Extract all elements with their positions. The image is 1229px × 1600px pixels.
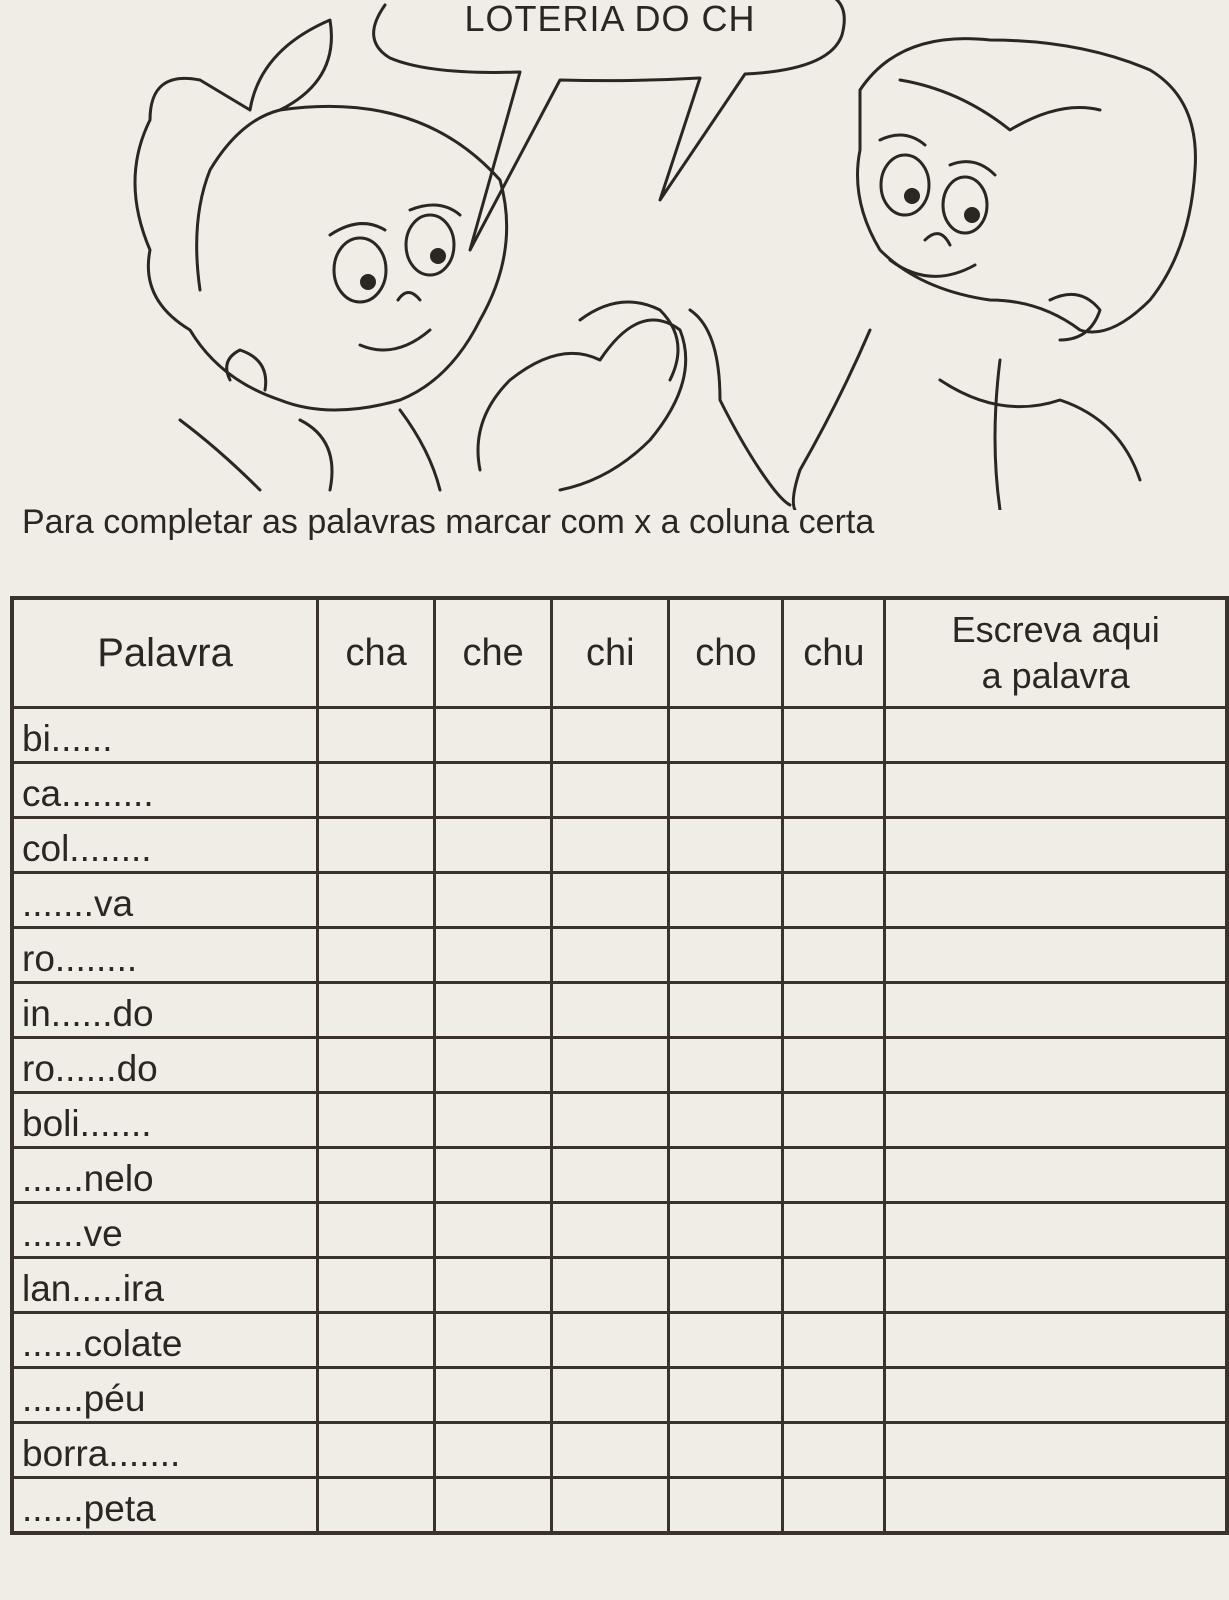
word-fragment: col........ — [12, 818, 318, 873]
header-cho: cho — [669, 598, 783, 708]
word-fragment: ......ve — [12, 1203, 318, 1258]
mark-cell-cho[interactable] — [669, 928, 783, 983]
write-word-cell[interactable] — [885, 708, 1227, 763]
mark-cell-cha[interactable] — [318, 983, 435, 1038]
mark-cell-chu[interactable] — [783, 928, 885, 983]
table-row — [12, 873, 1227, 928]
table-row — [12, 928, 1227, 983]
girl-figure — [135, 20, 507, 490]
mark-cell-chi[interactable] — [552, 983, 669, 1038]
mark-cell-cho[interactable] — [669, 1258, 783, 1313]
mark-cell-che[interactable] — [435, 1203, 552, 1258]
mark-cell-chi[interactable] — [552, 1478, 669, 1534]
write-word-cell[interactable] — [885, 1423, 1227, 1478]
mark-cell-che[interactable] — [435, 1148, 552, 1203]
mark-cell-che[interactable] — [435, 1258, 552, 1313]
mark-cell-chi[interactable] — [552, 1148, 669, 1203]
word-fragment: borra....... — [12, 1423, 318, 1478]
mark-cell-cha[interactable] — [318, 873, 435, 928]
mark-cell-che[interactable] — [435, 928, 552, 983]
word-fragment: ......peta — [12, 1478, 318, 1534]
table-row — [12, 1368, 1227, 1423]
mark-cell-cha[interactable] — [318, 763, 435, 818]
mark-cell-cha[interactable] — [318, 1148, 435, 1203]
mark-cell-chu[interactable] — [783, 818, 885, 873]
mark-cell-che[interactable] — [435, 1423, 552, 1478]
mark-cell-cha[interactable] — [318, 1203, 435, 1258]
write-word-cell[interactable] — [885, 1203, 1227, 1258]
hands-figure — [478, 302, 790, 505]
mark-cell-chu[interactable] — [783, 1478, 885, 1534]
mark-cell-cha[interactable] — [318, 1038, 435, 1093]
table-row — [12, 1478, 1227, 1534]
header-write-line2: a palavra — [981, 655, 1130, 696]
mark-cell-che[interactable] — [435, 873, 552, 928]
mark-cell-chu[interactable] — [783, 1038, 885, 1093]
word-fragment: in......do — [12, 983, 318, 1038]
mark-cell-cho[interactable] — [669, 1313, 783, 1368]
write-word-cell[interactable] — [885, 1148, 1227, 1203]
mark-cell-cho[interactable] — [669, 1423, 783, 1478]
word-fragment: ......péu — [12, 1368, 318, 1423]
mark-cell-chi[interactable] — [552, 1368, 669, 1423]
header-row — [12, 598, 1227, 708]
mark-cell-chi[interactable] — [552, 1038, 669, 1093]
mark-cell-che[interactable] — [435, 708, 552, 763]
table-row — [12, 1423, 1227, 1478]
mark-cell-cha[interactable] — [318, 1423, 435, 1478]
mark-cell-cho[interactable] — [669, 708, 783, 763]
mark-cell-che[interactable] — [435, 818, 552, 873]
mark-cell-cha[interactable] — [318, 1368, 435, 1423]
illustration-kids — [0, 0, 1229, 510]
mark-cell-cho[interactable] — [669, 1203, 783, 1258]
table-row — [12, 1313, 1227, 1368]
mark-cell-cho[interactable] — [669, 763, 783, 818]
table-row — [12, 763, 1227, 818]
header-write-word — [885, 598, 1227, 708]
mark-cell-cho[interactable] — [669, 1148, 783, 1203]
mark-cell-chi[interactable] — [552, 818, 669, 873]
write-word-cell[interactable] — [885, 1038, 1227, 1093]
header-chu: chu — [783, 598, 885, 708]
word-fragment: ro........ — [12, 928, 318, 983]
mark-cell-chi[interactable] — [552, 873, 669, 928]
mark-cell-cho[interactable] — [669, 1093, 783, 1148]
table-row — [12, 983, 1227, 1038]
mark-cell-che[interactable] — [435, 1038, 552, 1093]
write-word-cell[interactable] — [885, 818, 1227, 873]
mark-cell-chi[interactable] — [552, 1423, 669, 1478]
mark-cell-cha[interactable] — [318, 818, 435, 873]
mark-cell-chu[interactable] — [783, 1148, 885, 1203]
mark-cell-chu[interactable] — [783, 1313, 885, 1368]
mark-cell-chu[interactable] — [783, 983, 885, 1038]
word-fragment: ......colate — [12, 1313, 318, 1368]
write-word-cell[interactable] — [885, 1313, 1227, 1368]
word-fragment: .......va — [12, 873, 318, 928]
mark-cell-chi[interactable] — [552, 1093, 669, 1148]
write-word-cell[interactable] — [885, 1258, 1227, 1313]
word-fragment: ro......do — [12, 1038, 318, 1093]
mark-cell-chu[interactable] — [783, 1258, 885, 1313]
write-word-cell[interactable] — [885, 873, 1227, 928]
mark-cell-cho[interactable] — [669, 1368, 783, 1423]
mark-cell-chu[interactable] — [783, 873, 885, 928]
boy-figure — [793, 39, 1195, 510]
mark-cell-cha[interactable] — [318, 1258, 435, 1313]
write-word-cell[interactable] — [885, 763, 1227, 818]
mark-cell-chu[interactable] — [783, 763, 885, 818]
mark-cell-cha[interactable] — [318, 1313, 435, 1368]
mark-cell-che[interactable] — [435, 983, 552, 1038]
mark-cell-che[interactable] — [435, 1093, 552, 1148]
mark-cell-cho[interactable] — [669, 818, 783, 873]
header-che: che — [435, 598, 552, 708]
mark-cell-chi[interactable] — [552, 763, 669, 818]
mark-cell-chu[interactable] — [783, 1203, 885, 1258]
mark-cell-cha[interactable] — [318, 708, 435, 763]
table-row — [12, 1258, 1227, 1313]
write-word-cell[interactable] — [885, 1093, 1227, 1148]
lottery-table — [10, 596, 1229, 1535]
word-fragment: lan.....ira — [12, 1258, 318, 1313]
table-row — [12, 818, 1227, 873]
worksheet-title: LOTERIA DO CH — [464, 0, 756, 39]
word-fragment: boli....... — [12, 1093, 318, 1148]
mark-cell-chi[interactable] — [552, 1203, 669, 1258]
mark-cell-cho[interactable] — [669, 983, 783, 1038]
mark-cell-chu[interactable] — [783, 708, 885, 763]
mark-cell-che[interactable] — [435, 763, 552, 818]
header-chi: chi — [552, 598, 669, 708]
table-row — [12, 1038, 1227, 1093]
mark-cell-cha[interactable] — [318, 1478, 435, 1534]
mark-cell-cho[interactable] — [669, 873, 783, 928]
mark-cell-che[interactable] — [435, 1478, 552, 1534]
mark-cell-che[interactable] — [435, 1368, 552, 1423]
header-cha: cha — [318, 598, 435, 708]
mark-cell-cho[interactable] — [669, 1038, 783, 1093]
header-write-line1: Escreva aqui — [951, 609, 1160, 650]
mark-cell-chu[interactable] — [783, 1093, 885, 1148]
write-word-cell[interactable] — [885, 1478, 1227, 1534]
table-row — [12, 1093, 1227, 1148]
write-word-cell[interactable] — [885, 983, 1227, 1038]
header-word: Palavra — [12, 598, 318, 708]
write-word-cell[interactable] — [885, 1368, 1227, 1423]
mark-cell-che[interactable] — [435, 1313, 552, 1368]
mark-cell-chi[interactable] — [552, 708, 669, 763]
word-fragment: ......nelo — [12, 1148, 318, 1203]
instruction-text: Para completar as palavras marcar com x a coluna certa — [22, 503, 875, 541]
write-word-cell[interactable] — [885, 928, 1227, 983]
mark-cell-chi[interactable] — [552, 928, 669, 983]
word-fragment: bi...... — [12, 708, 318, 763]
mark-cell-chu[interactable] — [783, 1423, 885, 1478]
word-fragment: ca......... — [12, 763, 318, 818]
mark-cell-chi[interactable] — [552, 1313, 669, 1368]
table-row — [12, 1203, 1227, 1258]
mark-cell-chi[interactable] — [552, 1258, 669, 1313]
mark-cell-cho[interactable] — [669, 1478, 783, 1534]
mark-cell-chu[interactable] — [783, 1368, 885, 1423]
mark-cell-cha[interactable] — [318, 928, 435, 983]
mark-cell-cha[interactable] — [318, 1093, 435, 1148]
table-row — [12, 1148, 1227, 1203]
table-row — [12, 708, 1227, 763]
